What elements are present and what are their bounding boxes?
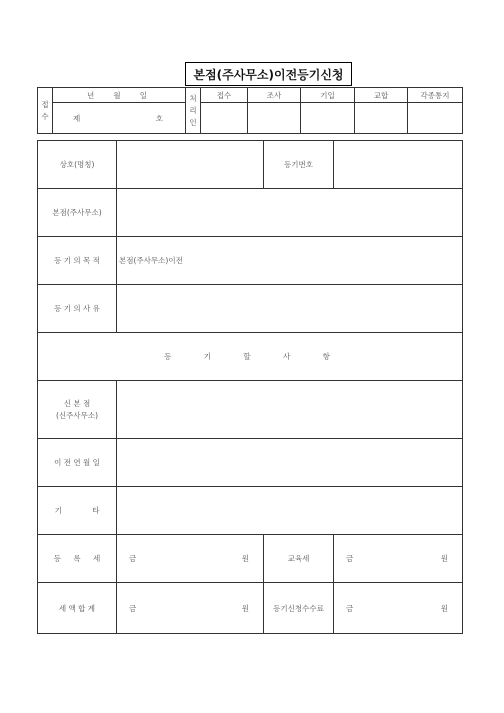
reg-number-label: 등기번호 <box>264 141 334 189</box>
col-header-receipt: 접수 <box>201 88 248 103</box>
other-label: 기 타 <box>38 487 117 535</box>
receipt-label: 접수 <box>38 88 53 134</box>
matters-heading: 등 기 할 사 항 <box>38 333 463 381</box>
reason-field[interactable] <box>117 285 463 333</box>
edu-tax-field[interactable]: 금 원 <box>334 535 463 583</box>
trade-name-field[interactable] <box>117 141 264 189</box>
col-header-verify: 교합 <box>355 88 408 103</box>
purpose-label: 등 기 의 목 적 <box>38 237 117 285</box>
head-office-field[interactable] <box>117 189 463 237</box>
new-office-field[interactable] <box>117 381 463 439</box>
application-form <box>37 140 463 634</box>
receipt-number-field[interactable]: 제 호 <box>53 103 186 134</box>
fee-field[interactable]: 금 원 <box>334 583 463 634</box>
trade-name-label: 상호(명칭) <box>38 141 117 189</box>
new-office-label: 신 본 점 (신주사무소) <box>38 381 117 439</box>
col-header-notice: 각종통지 <box>408 88 463 103</box>
fee-label: 등기신청수수료 <box>264 583 334 634</box>
page-title: 본점(주사무소)이전등기신청 <box>185 62 352 86</box>
stamp-receipt[interactable] <box>201 103 248 134</box>
reason-label: 등 기 의 사 유 <box>38 285 117 333</box>
total-tax-label: 세 액 합 계 <box>38 583 117 634</box>
other-field[interactable] <box>117 487 463 535</box>
col-header-entry: 기입 <box>301 88 355 103</box>
receipt-table <box>37 87 463 134</box>
reg-tax-label: 등 록 세 <box>38 535 117 583</box>
head-office-label: 본점(주사무소) <box>38 189 117 237</box>
reg-number-field[interactable] <box>334 141 463 189</box>
stamp-review[interactable] <box>248 103 301 134</box>
stamp-verify[interactable] <box>355 103 408 134</box>
edu-tax-label: 교육세 <box>264 535 334 583</box>
stamp-entry[interactable] <box>301 103 355 134</box>
reg-tax-field[interactable]: 금 원 <box>117 535 264 583</box>
col-header-review: 조사 <box>248 88 301 103</box>
processor-label: 처리인 <box>186 88 201 134</box>
move-date-field[interactable] <box>117 439 463 487</box>
total-tax-field[interactable]: 금 원 <box>117 583 264 634</box>
receipt-date-field[interactable]: 년 월 일 <box>53 88 186 103</box>
move-date-label: 이 전 연 월 일 <box>38 439 117 487</box>
stamp-notice[interactable] <box>408 103 463 134</box>
purpose-value: 본점(주사무소)이전 <box>117 237 463 285</box>
